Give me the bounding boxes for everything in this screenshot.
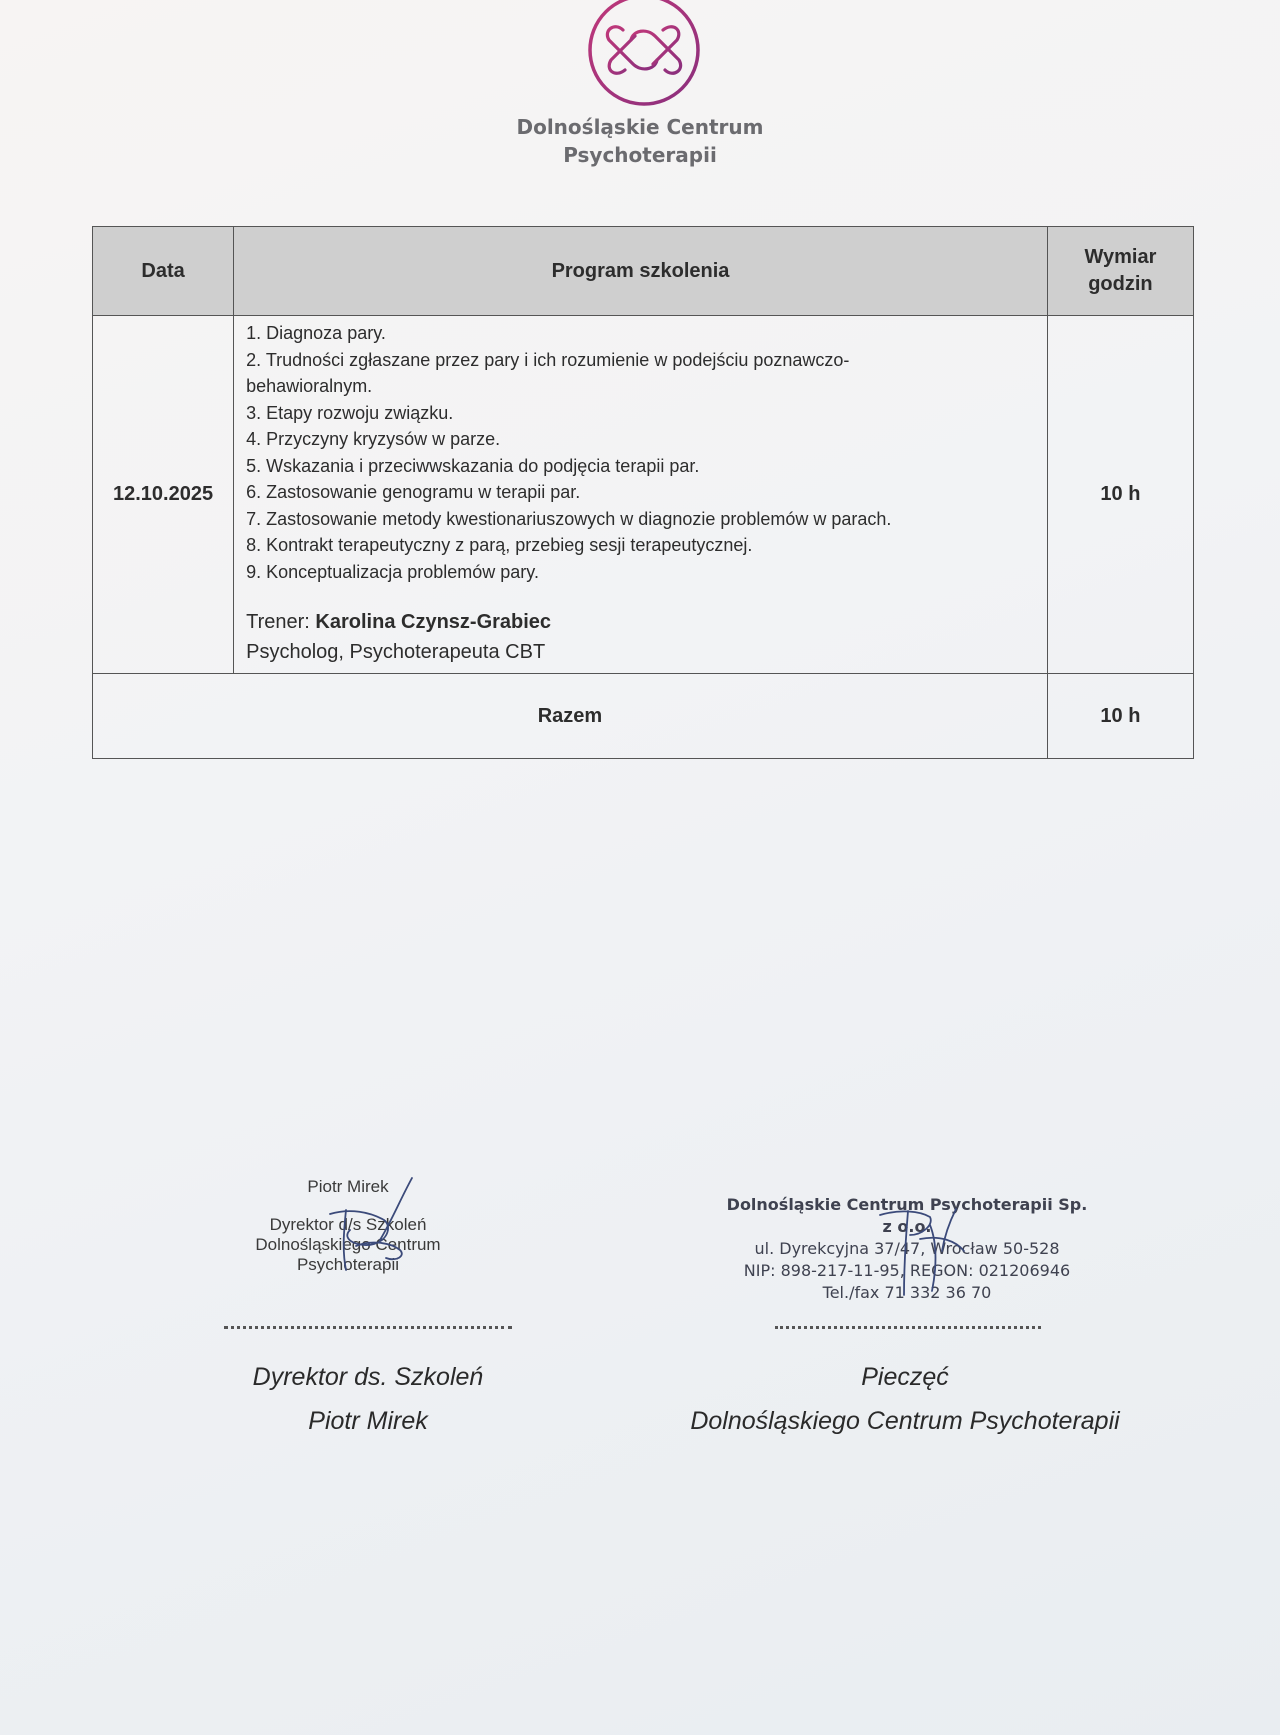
trainer-info xyxy=(246,607,1037,667)
row-program xyxy=(234,316,1048,674)
brand-name xyxy=(490,113,790,169)
list-item: 5. Wskazania i przeciwwskazania do podjęcia terapii par. xyxy=(246,455,700,476)
header-hours xyxy=(1047,227,1193,316)
row-hours: 10 h xyxy=(1047,316,1193,674)
total-label: Razem xyxy=(93,674,1048,759)
director-stamp-line-3: Psychoterapii xyxy=(296,1255,400,1274)
list-item: 8. Kontrakt terapeutyczny z parą, przebieg sesji terapeutycznej. xyxy=(246,535,753,555)
director-stamp-line-2: Dolnośląskiego Centrum xyxy=(255,1235,441,1254)
company-stamp-ids: NIP: 898-217-11-95, REGON: 021206946 xyxy=(743,1261,1071,1280)
director-caption-line-1: Dyrektor ds. Szkoleń xyxy=(252,1363,484,1391)
row-date: 12.10.2025 xyxy=(93,316,234,674)
program-list xyxy=(246,320,1037,585)
logo-icon xyxy=(585,0,703,106)
company-stamp xyxy=(722,1194,1092,1304)
director-caption-line-2: Piotr Mirek xyxy=(308,1407,428,1435)
list-item: 4. Przyczyny kryzysów w parze. xyxy=(246,429,501,449)
program-table xyxy=(92,226,1194,759)
director-stamp-name: Piotr Mirek xyxy=(307,1177,389,1196)
company-stamp-address: ul. Dyrekcyjna 37/47, Wrocław 50-528 xyxy=(754,1239,1060,1258)
list-item: 6. Zastosowanie genogramu w terapii par. xyxy=(246,482,581,502)
total-hours: 10 h xyxy=(1047,674,1193,759)
director-stamp-line-1: Dyrektor d/s Szkoleń xyxy=(269,1215,427,1234)
trainer-name: Karolina Czynsz-Grabiec xyxy=(315,611,552,633)
list-item: 3. Etapy rozwoju związku. xyxy=(246,402,454,423)
brand-line-1: Dolnośląskie Centrum xyxy=(516,115,764,139)
table-row xyxy=(93,316,1194,674)
trainer-title: Psycholog, Psychoterapeuta CBT xyxy=(246,641,546,663)
list-item: 2. Trudności zgłaszane przez pary i ich rozumienie w podejściu poznawczo- xyxy=(246,349,850,370)
list-item: 1. Diagnoza pary. xyxy=(246,323,386,343)
director-stamp xyxy=(218,1177,478,1275)
stamp-caption-line-2: Dolnośląskiego Centrum Psychoterapii xyxy=(690,1407,1120,1435)
list-item: 9. Konceptualizacja problemów pary. xyxy=(246,561,539,582)
header-program: Program szkolenia xyxy=(234,227,1048,316)
director-caption xyxy=(218,1355,518,1443)
total-row xyxy=(93,674,1194,759)
header-date: Data xyxy=(93,227,234,316)
header-hours-line-2: godzin xyxy=(1088,273,1153,295)
brand-line-2: Psychoterapii xyxy=(563,143,717,167)
trainer-label: Trener: xyxy=(246,611,310,633)
table-header-row xyxy=(93,227,1194,316)
stamp-caption-line-1: Pieczęć xyxy=(861,1363,949,1391)
company-stamp-phone: Tel./fax 71 332 36 70 xyxy=(822,1283,992,1302)
stamp-caption xyxy=(660,1355,1150,1443)
company-stamp-name: Dolnośląskie Centrum Psychoterapii Sp. z o.o. xyxy=(726,1195,1088,1236)
header-hours-line-1: Wymiar xyxy=(1084,246,1157,268)
list-item: 7. Zastosowanie metody kwestionariuszowych w diagnozie problemów w parach. xyxy=(246,508,892,529)
director-signature-line xyxy=(224,1318,512,1329)
stamp-signature-line xyxy=(775,1318,1041,1329)
list-item: behawioralnym. xyxy=(246,376,373,396)
